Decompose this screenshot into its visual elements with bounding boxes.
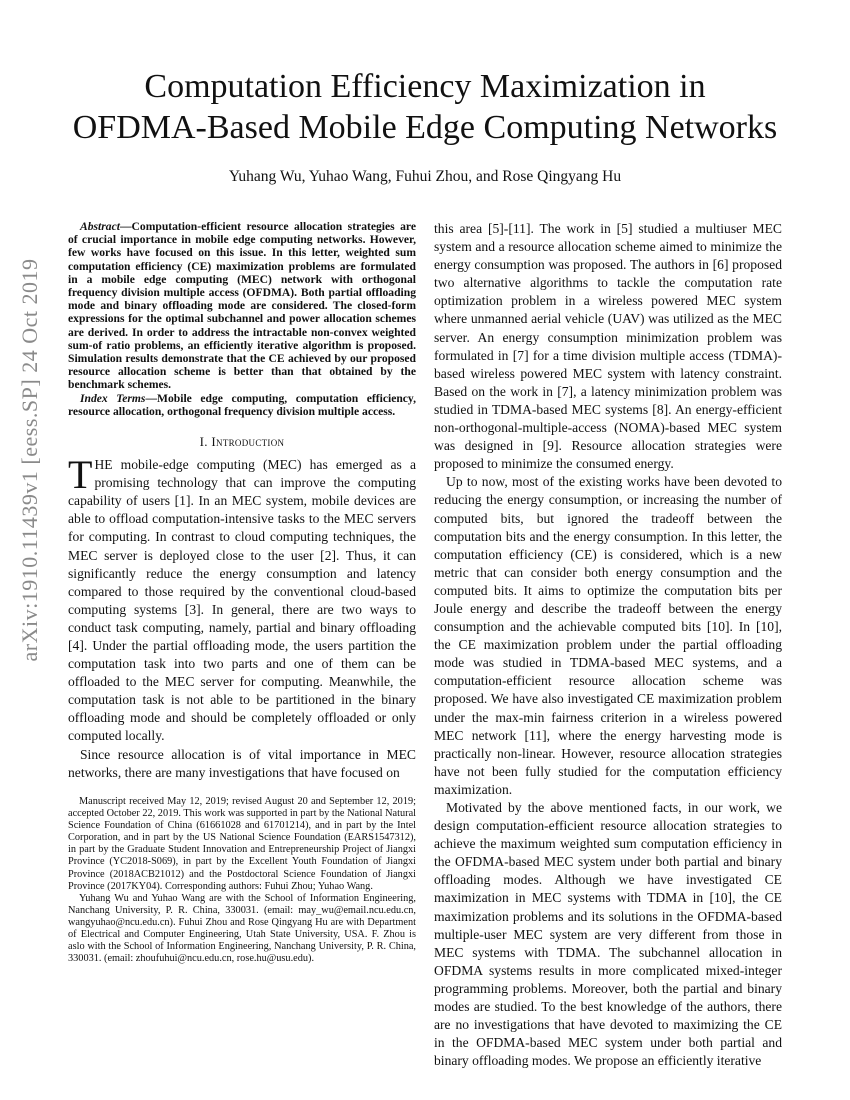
- right-column: [434, 220, 782, 1070]
- intro-paragraph-1: [68, 452, 416, 746]
- section-heading-introduction: [68, 434, 416, 450]
- footnote-funding: Manuscript received May 12, 2019; revised August 20 and September 12, 2019; accepted October 22, 2019. This work was supported in part by the National Natural Science Foundation of China (61661028 and 61701214), and in part by the Intel Corporation, and in part by the US National Science Foundation (EARS1547312), in part by the Graduate Student Innovation and Entrepreneurship Project of Jiangxi Province (YC2018-S069), in part by the Excellent Youth Foundation of Jiangxi Province (2018ACB21012) and the Postdoctoral Science Foundation of Jiangxi Province (2017KY04). Corresponding authors: Fuhui Zhou; Yuhao Wang.: [68, 796, 416, 892]
- right-paragraph-1: this area [5]-[11]. The work in [5] studied a multiuser MEC system and a resource allocation scheme aimed to minimize the energy consumption was proposed. The authors in [6] proposed two alternative algorithms to tackle the computation rate optimization problem in a wireless powered MEC system where unmanned aerial vehicle (UAV) was utilized as the MEC server. An energy consumption minimization problem was formulated in [7] for a time division multiple access (TDMA)-based wireless powered MEC system with latency constraint. Based on the work in [7], a latency minimization problem was studied in TDMA-based MEC systems [8]. An energy-efficient non-orthogonal-multiple-access (NOMA)-based MEC system was designed in [9]. Resource allocation strategies were proposed to minimize the consumed energy.: [434, 221, 782, 472]
- index-terms-text: —Mobile edge computing, computation efficiency, resource allocation, orthogonal frequency division multiple access.: [68, 391, 416, 418]
- footnote-affiliations: Yuhang Wu and Yuhao Wang are with the School of Information Engineering, Nanchang University, P. R. China, 330031. (email: may_wu@email.ncu.edu.cn, wangyuhao@ncu.edu.cn). Fuhui Zhou and Rose Qingyang Hu are with Department of Electrical and Computer Engineering, Utah State University, USA. F. Zhou is aslo with the School of Information Engineering, Nanchang University, P. R. China, 330031. (email: zhoufuhui@ncu.edu.cn, rose.hu@usu.edu).: [68, 892, 416, 965]
- section-number: I.: [199, 434, 208, 450]
- abstract-text: —Computation-efficient resource allocation strategies are of crucial importance in mobile edge computing networks. However, few works have focused on this issue. In this letter, weighted sum computation efficiency (CE) maximization problems are formulated in a mobile edge computing (MEC) network with orthogonal frequency division multiple access (OFDMA). Both partial offloading mode and binary offloading mode are considered. The closed-form expressions for the optimal subchannel and power allocation schemes are derived. In order to address the intractable non-convex weighted sum-of ratio problems, an efficiently iterative algorithm is proposed. Simulation results demonstrate that the CE achieved by our proposed resource allocation scheme is better than that obtained by the benchmark schemes.: [68, 220, 416, 392]
- paper-title: [0, 66, 850, 148]
- abstract-label: Abstract: [80, 220, 120, 233]
- author-list: Yuhang Wu, Yuhao Wang, Fuhui Zhou, and Rose Qingyang Hu: [228, 168, 622, 185]
- intro-paragraph-1-text: HE mobile-edge computing (MEC) has emerged as a promising technology that can improve the computing capability of users [1]. In an MEC system, mobile devices are able to offload computation-intensive tasks to the MEC servers for computing. In contrast to cloud computing techniques, the MEC server is deployed close to the user [2]. Thus, it can significantly reduce the energy consumption and latency compared to those required by the conventional cloud-based computing systems [3]. In general, there are two ways to conduct task computing, namely, partial and binary offloading [4]. Under the partial offloading mode, the users partition the computation task into two parts and one of them can be offloaded to the MEC server for computing. Meanwhile, the computation task is not able to be partitioned in the binary offloading mode and should be completely offloaded or only computed locally.: [68, 457, 416, 744]
- title-line-1: Computation Efficiency Maximization in: [144, 68, 706, 105]
- abstract: [68, 220, 416, 392]
- section-title: Introduction: [211, 434, 285, 450]
- footnotes: [68, 796, 416, 965]
- arxiv-identifier: [10, 258, 50, 662]
- title-line-2: OFDMA-Based Mobile Edge Computing Networks: [72, 109, 778, 146]
- index-terms-label: Index Terms: [80, 391, 146, 405]
- arxiv-identifier-text: arXiv:1910.11439v1 [eess.SP] 24 Oct 2019: [17, 258, 42, 662]
- right-paragraph-2: Up to now, most of the existing works have been devoted to reducing the energy consumption, or increasing the number of computed bits, but ignored the tradeoff between the computation bits and the energy consumption. In this letter, the computation efficiency (CE) is considered, which is a new metric that can consider both energy consumption and the computed bits. It aims to optimize the computation bits per Joule energy and describe the tradeoff between the energy consumption and the achievable computed bits [10]. In [10], the CE maximization problem under the partial offloading mode was studied in TDMA-based MEC systems, and a computation-efficient resource allocation scheme was proposed. We have also investigated CE maximization problem under the max-min fairness criterion in a wireless powered MEC network [11], where the energy harvesting mode is practically non-linear. However, resource allocation strategies have not been fully studied for the computation efficiency maximization.: [434, 474, 782, 797]
- left-column: [68, 220, 416, 782]
- right-paragraph-3: Motivated by the above mentioned facts, in our work, we design computation-efficient resource allocation strategies to achieve the maximum weighted sum computation efficiency in the OFDMA-based MEC system under both partial and binary offloading modes. Although we have investigated CE maximization in MEC systems with TDMA in [10], the CE maximization problems and its solutions in the OFDMA-based multiple-user MEC system are very different from those in MEC systems with TDMA. The subchannel allocation in OFDMA systems results in more complicated mixed-integer programming problems. Moreover, both the partial and binary modes are studied. To the best knowledge of the authors, there are no investigations that have devoted to maximizing the CE in the OFDMA-based MEC system under both partial and binary offloading modes. We propose an efficiently iterative: [434, 800, 782, 1069]
- intro-paragraph-2: Since resource allocation is of vital importance in MEC networks, there are many investigations that have focused on: [68, 746, 416, 780]
- index-terms: [68, 392, 416, 418]
- drop-cap: T: [68, 452, 93, 498]
